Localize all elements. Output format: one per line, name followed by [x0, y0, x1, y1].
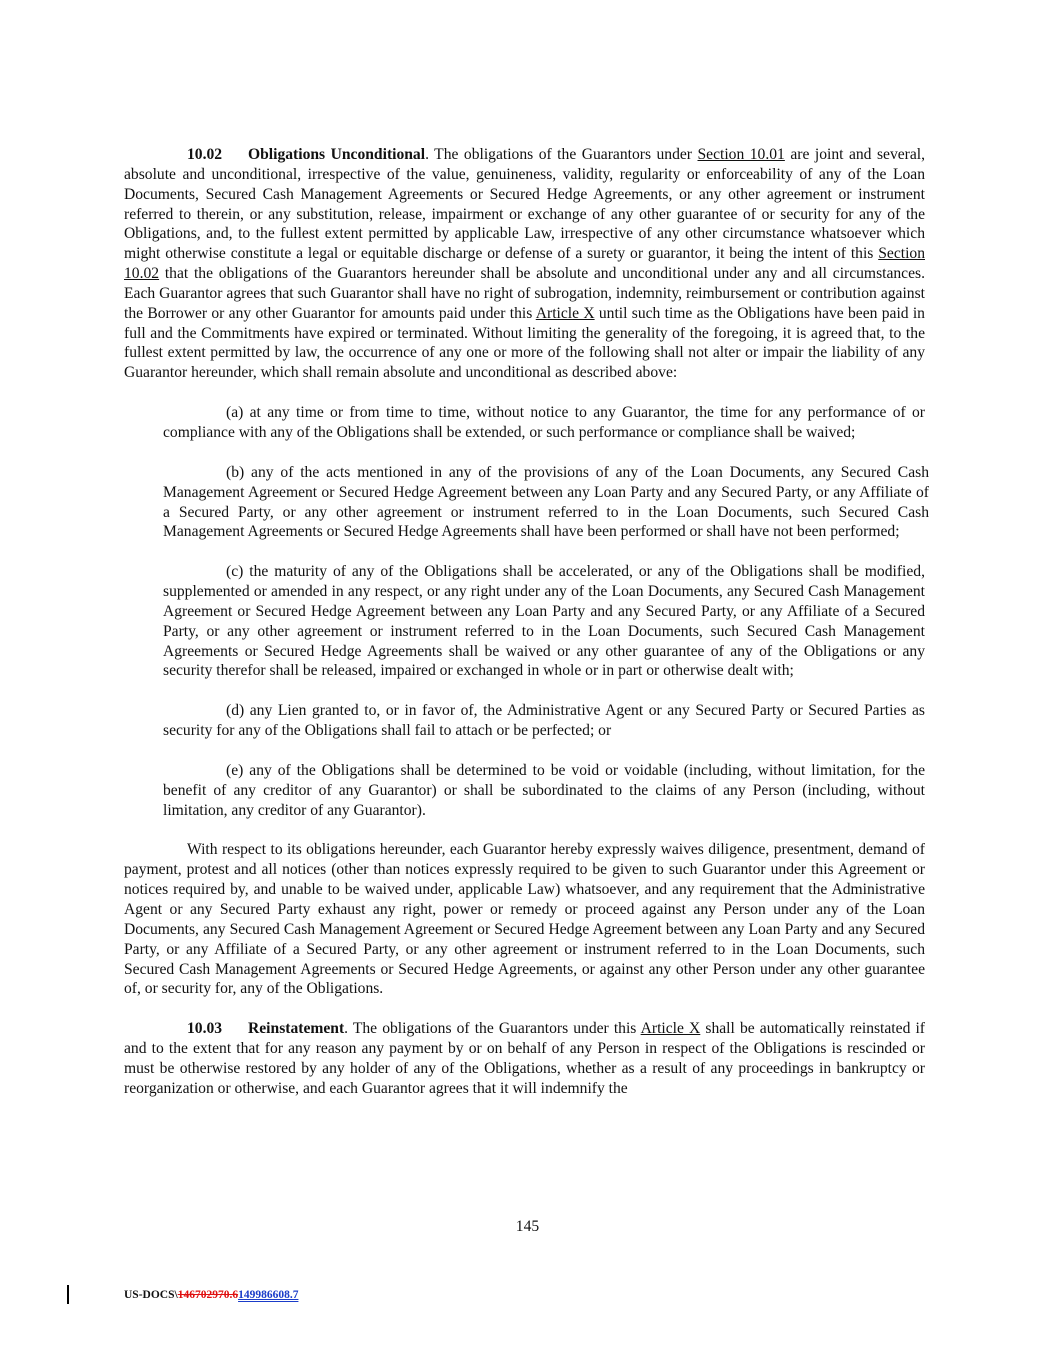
document-id-footer	[124, 1289, 298, 1301]
doc-id-prefix: US-DOCS\	[124, 1289, 178, 1301]
section-text: shall be automatically reinstated if and to the extent that for any reason any payment by or on behalf of any Person in respect of the Obligations is rescinded or must be otherwise restored by any holder of any of the Obligations, whether as a result of any proceedings in bankruptcy or reorganization or otherwise, and each Guarantor agrees that it will indemnify the	[124, 1020, 925, 1097]
section-title: Reinstatement	[248, 1020, 345, 1038]
cross-reference: Section 10.02	[124, 245, 925, 283]
cross-reference: Article X	[535, 304, 595, 322]
clause-item-a: (a) at any time or from time to time, without notice to any Guarantor, the time for any performance of or compliance with any of the Obligations shall be extended, or such performance or compliance shall be waived;	[163, 404, 925, 441]
clause-item-e: (e) any of the Obligations shall be determined to be void or voidable (including, without limitation, for the benefit of any creditor of any Guarantor) or shall be subordinated to the claims of any Person (including, without limitation, any creditor of any Guarantor).	[163, 761, 925, 819]
section-10-03-paragraph	[124, 1019, 925, 1098]
section-text: . The obligations of the Guarantors under this	[344, 1020, 641, 1038]
cross-reference: Section 10.01	[697, 146, 785, 163]
section-text: until such time as the Obligations have been paid in full and the Commitments have expired or terminated. Without limiting the generality of the foregoing, it is agreed that, to the fullest extent permitted by law, the occurrence of any one or more of the following shall not alter or impair the liability of any Guarantor hereunder, which shall remain absolute and unconditional as described above:	[124, 304, 925, 382]
document-page	[124, 145, 929, 1119]
section-title: Obligations Unconditional	[248, 146, 426, 163]
section-text: that the obligations of the Guarantors hereunder shall be absolute and unconditional under any and all circumstances. Each Guarantor agrees that such Guarantor shall have no right of subrogation, indemnity, reimbursement or contribution against the Borrower or any other Guarantor for amounts paid under this	[124, 265, 925, 322]
clause-item-c: (c) the maturity of any of the Obligations shall be accelerated, or any of the Obligations shall be modified, supplemented or amended in any respect, or any right under any of the Loan Documents, any Secured Cash Management Agreement or Secured Hedge Agreement between any Loan Party and any Secured Party, or any Affiliate of a Secured Party, or any other agreement or instrument referred to in the Loan Documents, such Secured Cash Management Agreements or Secured Hedge Agreements shall be waived or any other guarantee of any of the Obligations or any security therefor shall be released, impaired or exchanged in whole or in part or otherwise dealt with;	[163, 563, 925, 680]
section-10-02-paragraph	[124, 145, 925, 383]
cross-reference: Article X	[640, 1020, 701, 1038]
section-text: . The obligations of the Guarantors under	[425, 146, 698, 163]
section-number: 10.03	[187, 1020, 223, 1038]
waiver-paragraph: With respect to its obligations hereunder, each Guarantor hereby expressly waives diligence, presentment, demand of payment, protest and all notices (other than notices expressly required to be given to such Guarantor under this Agreement or notices required by, and unable to be waived under, applicable Law) whatsoever, and any requirement that the Administrative Agent or any Secured Party exhaust any right, power or remedy or proceed against any Person under any of the Loan Documents, any Secured Cash Management Agreement or Secured Hedge Agreement between any Loan Party and any Secured Party, or any Affiliate of a Secured Party, or any other agreement or instrument referred to in the Loan Documents, such Secured Cash Management Agreements or Secured Hedge Agreements, or against any other Person under any other guarantee of, or security for, any of the Obligations.	[124, 841, 925, 998]
inserted-doc-id: 149986608.7	[238, 1289, 299, 1301]
change-bar	[67, 1285, 69, 1304]
page-number: 145	[515, 1218, 540, 1235]
clause-item-d: (d) any Lien granted to, or in favor of, the Administrative Agent or any Secured Party or Secured Parties as security for any of the Obligations shall fail to attach or be perfected; or	[163, 702, 925, 740]
deleted-doc-id: 146702970.6	[177, 1289, 239, 1301]
section-text: are joint and several, absolute and unconditional, irrespective of the value, genuineness, validity, regularity or enforceability of any of the Loan Documents, Secured Cash Management Agreements or Secured Hedge Agreements, or any other agreement or instrument referred to therein, or any substitution, release, impairment or exchange of any other guarantee of or security for any of the Obligations, and, to the fullest extent permitted by applicable Law, irrespective of any other circumstance whatsoever which might otherwise constitute a legal or equitable discharge or defense of a surety or guarantor, it being the intent of this	[124, 146, 926, 263]
clause-item-b: (b) any of the acts mentioned in any of the provisions of any of the Loan Documents, any Secured Cash Management Agreement or Secured Hedge Agreement between any Loan Party and any Secured Party, or any Affiliate of a Secured Party, or any other agreement or instrument referred to in the Loan Documents, such Secured Cash Management Agreements or Secured Hedge Agreements shall have been performed or shall have not been performed;	[163, 463, 929, 541]
section-number: 10.02	[187, 146, 223, 163]
